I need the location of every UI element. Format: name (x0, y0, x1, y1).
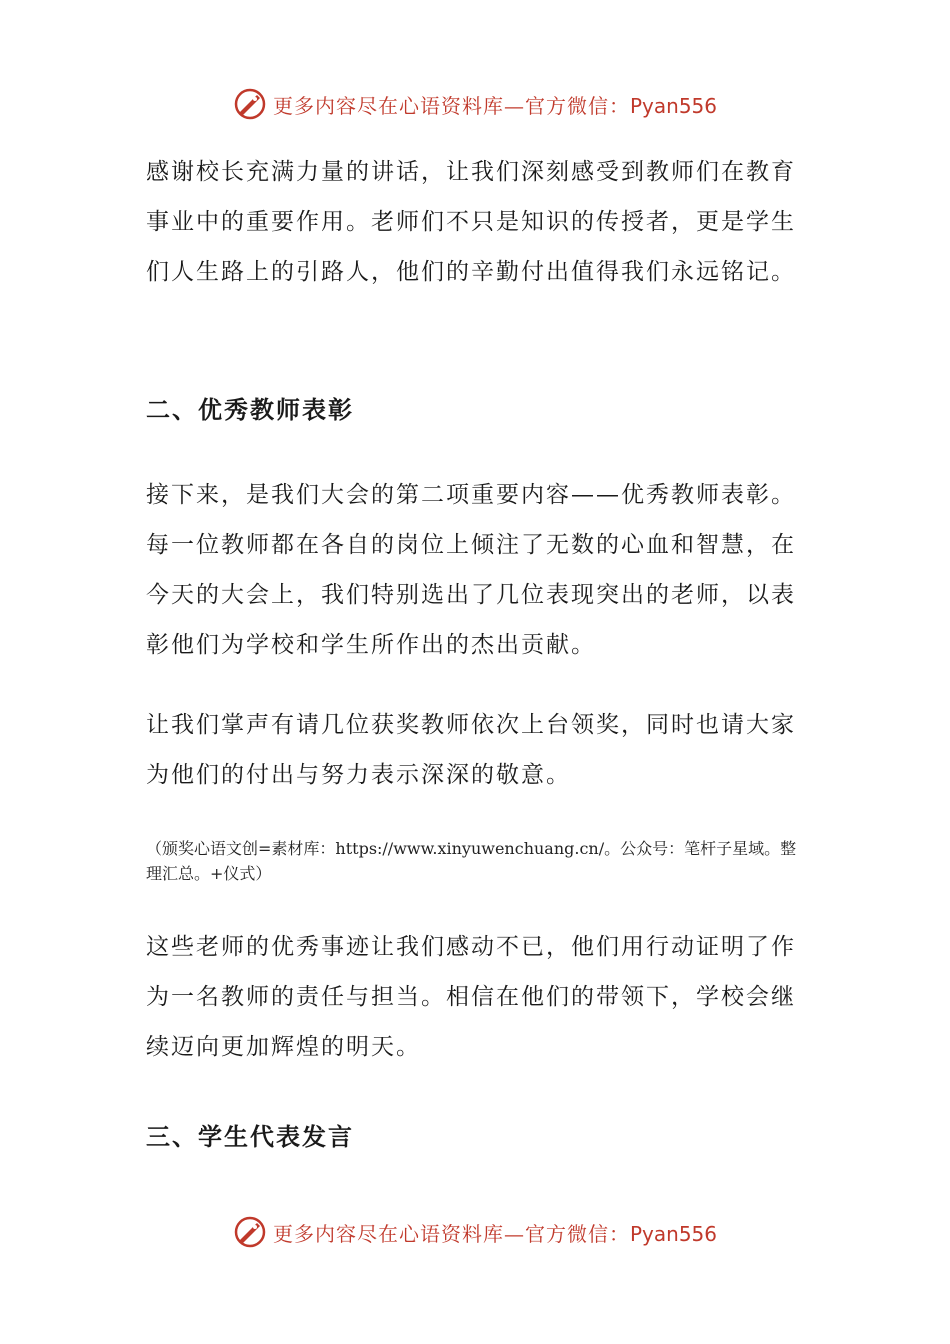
footer-banner (0, 1212, 950, 1252)
header-banner (0, 84, 950, 124)
paragraph-teachers-praise: 这些老师的优秀事迹让我们感动不已，他们用行动证明了作为一名教师的责任与担当。相信在他们的带领下，学校会继续迈向更加辉煌的明天。 (146, 934, 796, 1060)
paragraph-award-intro: 接下来，是我们大会的第二项重要内容——优秀教师表彰。每一位教师都在各自的岗位上倾注了无数的心血和智慧，在今天的大会上，我们特别选出了几位表现突出的老师，以表彰他们为学校和学生所作出的杰出贡献。 (146, 482, 796, 658)
paragraph-award-invite: 让我们掌声有请几位获奖教师依次上台领奖，同时也请大家为他们的付出与努力表示深深的敬意。 (146, 712, 796, 788)
paragraph-thanks: 感谢校长充满力量的讲话，让我们深刻感受到教师们在教育事业中的重要作用。老师们不只是知识的传授者，更是学生们人生路上的引路人，他们的辛勤付出值得我们永远铭记。 (146, 159, 796, 285)
section-heading-2: 二、优秀教师表彰 (146, 396, 354, 424)
section-heading-3: 三、学生代表发言 (146, 1123, 354, 1151)
banner-text: 更多内容尽在心语资料库—官方微信：Pyan556 (272, 93, 717, 118)
pen-nib-circle-icon (233, 1215, 267, 1249)
source-note: （颁奖心语文创=素材库：https://www.xinyuwenchuang.cn/。公众号：笔杆子星域。整理汇总。+仪式） (146, 839, 797, 883)
banner-text: 更多内容尽在心语资料库—官方微信：Pyan556 (272, 1221, 717, 1246)
pen-nib-circle-icon (233, 87, 267, 121)
